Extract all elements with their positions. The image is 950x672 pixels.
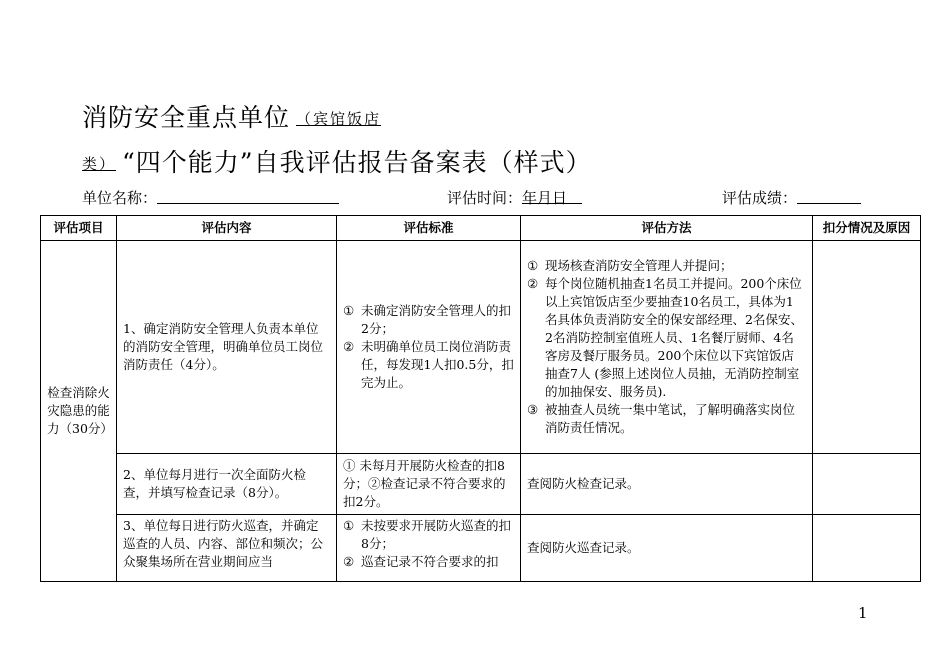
header-method: 评估方法 — [521, 216, 813, 241]
eval-score-label: 评估成绩： — [722, 189, 798, 207]
table-header-row — [41, 216, 921, 241]
standard-item — [343, 553, 514, 571]
method-item — [527, 275, 806, 401]
standard-cell — [337, 515, 521, 582]
eval-time-label: 评估时间： — [447, 189, 523, 207]
header-deduction: 扣分情况及原因 — [813, 216, 921, 241]
table-row — [41, 241, 921, 454]
page-number: 1 — [858, 604, 868, 622]
header-content: 评估内容 — [117, 216, 337, 241]
table-row — [41, 515, 921, 582]
method-cell — [521, 241, 813, 454]
eval-score-field — [722, 187, 797, 208]
standard-item-text: 未确定消防安全管理人的扣2分； — [361, 303, 512, 336]
deduction-cell[interactable] — [813, 241, 921, 454]
method-cell: 查阅防火检查记录。 — [521, 454, 813, 515]
content-cell: 2、单位每月进行一次全面防火检查，并填写检查记录（8分）。 — [117, 454, 337, 515]
standard-item-text: 未按要求开展防火巡查的扣8分； — [361, 518, 512, 551]
unit-name-field — [82, 187, 157, 208]
content-cell — [117, 515, 337, 582]
eval-time-field — [447, 187, 567, 208]
month-label: 月 — [537, 189, 553, 207]
day-blank[interactable] — [552, 187, 582, 204]
header-project: 评估项目 — [41, 216, 117, 241]
content-text: 3、单位每日进行防火巡查，并确定巡查的人员、内容、部位和频次；公众聚集场所在营业期间应当 — [123, 518, 324, 569]
method-item — [527, 257, 806, 275]
year-label: 年 — [522, 189, 538, 207]
standard-cell: ① 未每月开展防火检查的扣8分；②检查记录不符合要求的扣2分。 — [337, 454, 521, 515]
standard-item — [343, 302, 514, 338]
content-cell: 1、确定消防安全管理人负责本单位的消防安全管理，明确单位员工岗位消防责任（4分）。 — [117, 241, 337, 454]
score-blank[interactable] — [797, 187, 861, 204]
document-title — [82, 96, 882, 186]
assessment-table — [40, 215, 921, 582]
header-standard: 评估标准 — [337, 216, 521, 241]
title-category: （宾馆饭店类） — [82, 110, 382, 173]
info-line — [82, 183, 882, 209]
standard-clip — [343, 517, 514, 573]
title-prefix: 消防安全重点单位 — [82, 103, 291, 132]
standard-item — [343, 338, 514, 392]
method-item — [527, 401, 806, 437]
standard-item — [343, 517, 514, 553]
standard-item-text: 未明确单位员工岗位消防责任，每发现1人扣0.5分，扣完为止。 — [361, 339, 514, 390]
method-item-text: 被抽查人员统一集中笔试，了解明确落实岗位消防责任情况。 — [545, 402, 796, 435]
table-row — [41, 454, 921, 515]
standard-cell — [337, 241, 521, 454]
day-label: 日 — [552, 189, 568, 207]
unit-name-label: 单位名称： — [82, 189, 158, 207]
project-cell: 检查消除火灾隐患的能力（30分） — [41, 241, 117, 582]
method-item-text: 每个岗位随机抽查1名员工并提问。200个床位以上宾馆饭店至少要抽查10名员工，具体为1名具体负责消防安全的保安部经理、2名保安、2名消防控制室值班人员、1名餐厅厨师、4名客房及餐厅服务员。200个床位以下宾馆饭店抽查7人 (参照上述岗位人员抽，无消防控制室的加抽保安、服务员). — [545, 276, 803, 399]
title-suffix: “四个能力”自我评估报告备案表（样式） — [122, 148, 592, 177]
method-cell: 查阅防火巡查记录。 — [521, 515, 813, 582]
deduction-cell[interactable] — [813, 454, 921, 515]
method-item-text: 现场核查消防安全管理人并提问； — [545, 258, 733, 273]
deduction-cell[interactable] — [813, 515, 921, 582]
standard-item-text: 巡查记录不符合要求的扣 — [361, 554, 499, 569]
unit-name-blank[interactable] — [157, 187, 339, 204]
